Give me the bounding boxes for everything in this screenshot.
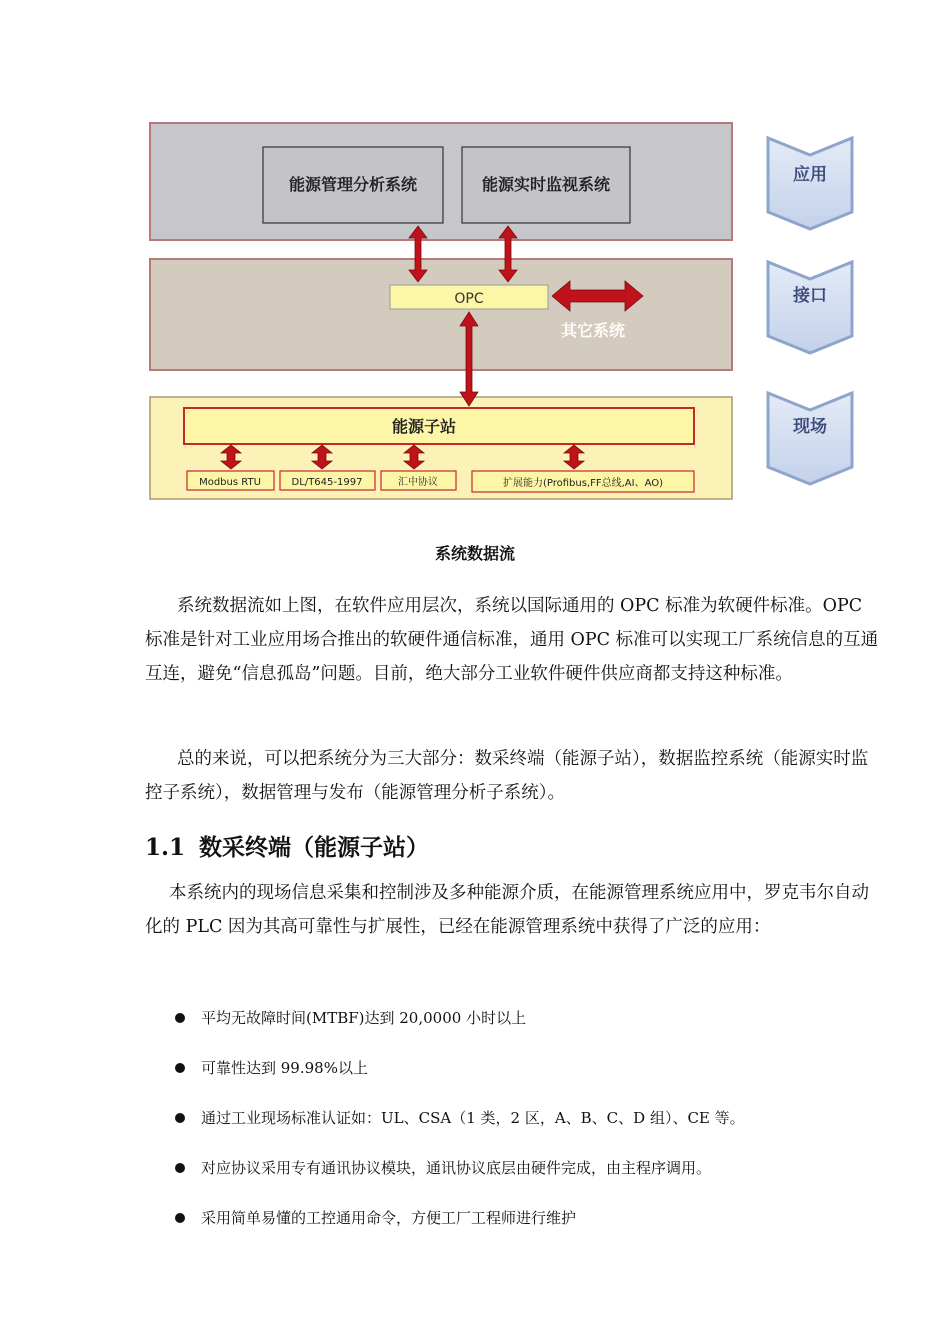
list-item-text: 可靠性达到 99.98%以上 xyxy=(201,1059,368,1077)
section-heading xyxy=(145,829,429,862)
arrow-analysis-opc xyxy=(409,226,427,282)
list-item xyxy=(175,1193,895,1243)
paragraph-section xyxy=(145,876,885,944)
side-label-field-text: 现场 xyxy=(793,417,827,437)
feature-list xyxy=(175,993,895,1243)
paragraph-section-text: 本系统内的现场信息采集和控制涉及多种能源介质，在能源管理系统应用中，罗克韦尔自动化的 PLC 因为其高可靠性与扩展性，已经在能源管理系统中获得了广泛的应用： xyxy=(145,883,869,937)
list-item xyxy=(175,1043,895,1093)
side-label-interface xyxy=(768,262,852,353)
figure-caption: 系统数据流 xyxy=(434,544,515,563)
energy-analysis-system-label: 能源管理分析系统 xyxy=(288,175,418,194)
section-number: 1.1 xyxy=(145,834,186,861)
protocol-label-dlt645: DL/T645-1997 xyxy=(291,477,363,488)
list-item xyxy=(175,1093,895,1143)
bullet-icon xyxy=(175,1113,185,1123)
section-title: 数采终端（能源子站） xyxy=(199,835,430,861)
energy-substation-label: 能源子站 xyxy=(391,417,457,436)
paragraph-overview xyxy=(145,742,885,810)
paragraph-opc xyxy=(145,589,885,691)
protocol-label-extension: 扩展能力(Profibus,FF总线,AI、AO) xyxy=(502,478,664,489)
side-label-application-text: 应用 xyxy=(793,165,827,185)
energy-monitor-system-label: 能源实时监视系统 xyxy=(481,175,611,194)
system-dataflow-diagram xyxy=(0,0,950,510)
side-label-field xyxy=(768,393,852,484)
bullet-icon xyxy=(175,1213,185,1223)
bullet-icon xyxy=(175,1163,185,1173)
list-item-text: 通过工业现场标准认证如：UL、CSA（1 类，2 区，A、B、C、D 组）、CE 等。 xyxy=(201,1109,745,1127)
protocol-label-huizhong: 汇中协议 xyxy=(398,477,438,488)
paragraph-overview-text: 总的来说，可以把系统分为三大部分：数采终端（能源子站），数据监控系统（能源实时监控子系统），数据管理与发布（能源管理分析子系统）。 xyxy=(145,749,869,803)
side-label-interface-text: 接口 xyxy=(793,286,827,306)
arrow-monitor-opc xyxy=(499,226,517,282)
bullet-icon xyxy=(175,1013,185,1023)
side-chevron-field xyxy=(768,393,852,484)
side-label-application xyxy=(768,138,852,229)
list-item-text: 平均无故障时间(MTBF)达到 20,0000 小时以上 xyxy=(201,1009,527,1027)
interface-layer-band xyxy=(150,259,732,370)
list-item-text: 对应协议采用专有通讯协议模块，通讯协议底层由硬件完成，由主程序调用。 xyxy=(201,1159,712,1177)
side-chevron-interface xyxy=(768,262,852,353)
paragraph-opc-text: 系统数据流如上图，在软件应用层次，系统以国际通用的 OPC 标准为软硬件标准。OPC 标准是针对工业应用场合推出的软硬件通信标准，通用 OPC 标准可以实现工厂系统信息的互通互连，避免“信息孤岛”问题。目前，绝大部分工业软件硬件供应商都支持这种标准。 xyxy=(145,596,879,684)
opc-label: OPC xyxy=(454,291,484,307)
list-item-text: 采用简单易懂的工控通用命令，方便工厂工程师进行维护 xyxy=(201,1209,577,1227)
list-item xyxy=(175,993,895,1043)
list-item xyxy=(175,1143,895,1193)
bullet-icon xyxy=(175,1063,185,1073)
protocol-label-modbus: Modbus RTU xyxy=(199,477,261,488)
other-systems-label: 其它系统 xyxy=(560,321,626,340)
